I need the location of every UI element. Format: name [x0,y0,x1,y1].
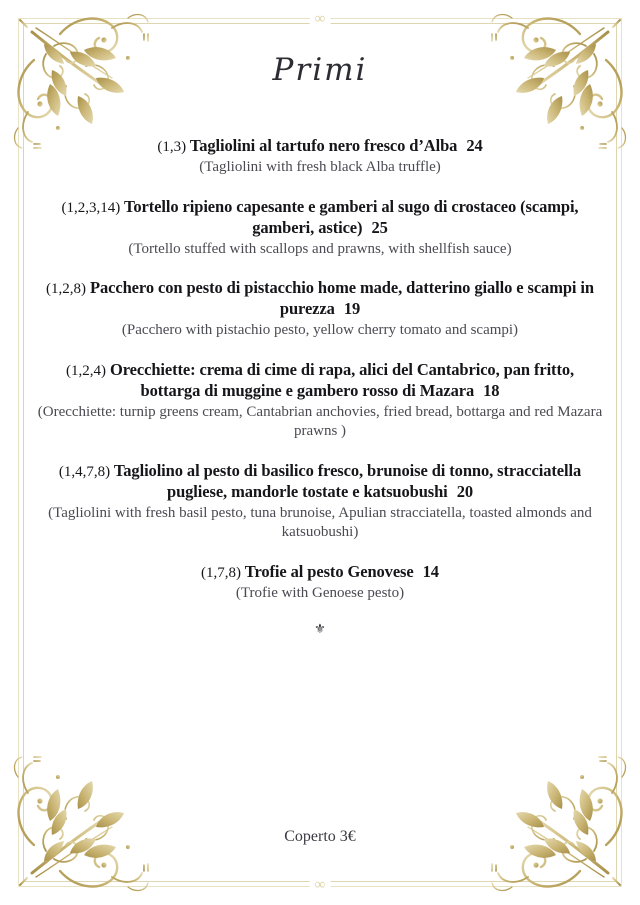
cover-charge-note: Coperto 3€ [284,828,356,845]
dish-price: 24 [466,136,483,155]
menu-item [36,197,604,260]
dish-name-line [36,136,604,157]
dish-name: Tagliolini al tartufo nero fresco d’Alba [189,136,458,155]
menu-item [36,562,604,604]
dish-description: (Orecchiette: turnip greens cream, Cantabrian anchovies, fried bread, bottarga and red Mazara prawns ) [37,403,603,440]
menu-content [36,0,604,635]
menu-item [36,461,604,543]
dish-price: 18 [483,380,500,400]
dish-name-line [36,278,604,320]
allergen-codes: (1,2,3,14) [61,199,121,216]
dish-name: Orecchiette: crema di cime di rapa, alici del Cantabrico, pan fritto, bottarga di muggine e gambero rosso di Mazara [110,359,575,400]
dish-name-line [36,562,604,583]
bottom-rule-ornament: ∞ [310,878,331,893]
allergen-codes: (1,2,4) [65,362,106,379]
dish-description: (Tagliolini with fresh black Alba truffle) [199,159,441,176]
dish-price: 20 [456,481,473,501]
dish-price: 25 [371,217,388,237]
dish-description: (Tortello stuffed with scallops and prawns, with shellfish sauce) [128,240,512,257]
dish-description: (Trofie with Genoese pesto) [235,584,405,601]
menu-item-list [36,136,604,603]
dish-price: 14 [422,561,439,581]
menu-item [36,278,604,341]
top-rule-ornament: ∞ [310,12,331,27]
allergen-codes: (1,7,8) [201,564,242,581]
allergen-codes: (1,4,7,8) [58,463,111,480]
dish-price: 19 [343,299,361,319]
dish-name: Tagliolino al pesto di basilico fresco, brunoise di tonno, stracciatella pugliese, mandorle tostate e katsuobushi [113,460,582,501]
fleur-de-lis-icon: ⚜ [314,621,326,637]
dish-description: (Pacchero with pistachio pesto, yellow cherry tomato and scampi) [121,322,519,339]
page-title: Primi [272,52,368,88]
menu-item [36,360,604,442]
dish-name-line [36,461,604,503]
dish-name: Tortello ripieno capesante e gamberi al sugo di crostaceo (scampi, gamberi, astice) [124,196,579,237]
dish-name-line [36,360,604,402]
menu-item [36,136,604,178]
dish-description: (Tagliolini with fresh basil pesto, tuna brunoise, Apulian stracciatella, toasted almonds and katsuobushi) [48,504,592,541]
allergen-codes: (1,2,8) [46,281,86,298]
allergen-codes: (1,3) [157,139,187,155]
dish-name: Trofie al pesto Genovese [244,561,414,581]
dish-name-line [36,197,604,239]
dish-name: Pacchero con pesto di pistacchio home made, datterino giallo e scampi in purezza [90,278,594,319]
